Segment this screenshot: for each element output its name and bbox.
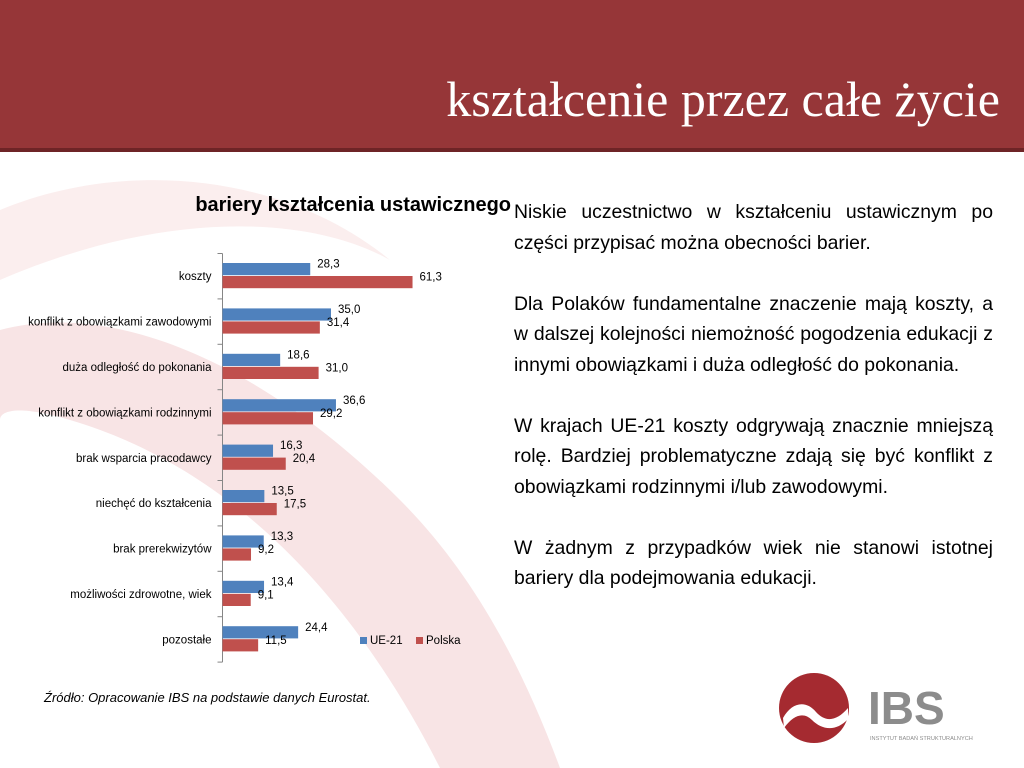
bar-polska <box>223 548 252 560</box>
bar-polska <box>223 594 251 606</box>
body-paragraph: W żadnym z przypadków wiek nie stanowi istotnej bariery dla podejmowania edukacji. <box>514 536 993 589</box>
category-label: brak wsparcia pracodawcy <box>75 452 212 465</box>
data-label: 35,0 <box>338 304 361 316</box>
ibs-logo-text: IBS <box>868 682 945 734</box>
category-label: możliwości zdrowotne, wiek <box>70 589 212 601</box>
bar-polska <box>223 321 320 333</box>
data-label: 16,3 <box>280 440 303 453</box>
bar-ue-21 <box>223 626 299 638</box>
bar-ue-21 <box>223 308 332 320</box>
data-label: 13,4 <box>271 576 294 589</box>
ibs-logo-circle-icon <box>779 673 849 743</box>
bar-ue-21 <box>223 354 281 366</box>
body-paragraph: Dla Polaków fundamentalne znaczenie mają koszty, a w dalszej kolejności niemożność pogodzenia edukacji z innymi obowiązkami i duża odległość do pokonania. <box>514 292 993 376</box>
data-label: 9,1 <box>257 589 274 602</box>
category-label: konflikt z obowiązkami zawodowymi <box>28 316 212 329</box>
legend-swatch <box>416 637 423 644</box>
data-label: 20,4 <box>292 453 316 466</box>
data-label: 31,0 <box>325 362 348 375</box>
body-paragraph: W krajach UE-21 koszty odgrywają znacznie mniejszą rolę. Bardziej problematyczne zdają się być konflikt z obowiązkami rodzinnymi i/lub zawodowymi. <box>514 414 993 498</box>
category-label: niechęć do kształcenia <box>95 498 212 511</box>
bar-polska <box>223 412 314 424</box>
data-label: 13,3 <box>270 531 294 543</box>
legend-swatch <box>360 637 367 644</box>
legend-label: UE-21 <box>370 635 403 647</box>
bar-ue-21 <box>223 490 265 502</box>
data-label: 18,6 <box>287 349 310 362</box>
bar-ue-21 <box>223 399 336 411</box>
data-label: 17,5 <box>283 498 307 511</box>
slide-title: kształcenie przez całe życie <box>446 71 1000 127</box>
bar-ue-21 <box>223 445 274 457</box>
data-label: 36,6 <box>342 394 366 407</box>
source-note: Źródło: Opracowanie IBS na podstawie danych Eurostat. <box>44 690 371 705</box>
data-label: 11,5 <box>265 634 287 647</box>
bar-chart <box>0 0 512 680</box>
category-label: koszty <box>178 271 212 284</box>
category-label: duża odległość do pokonania <box>62 362 212 374</box>
body-text <box>514 197 993 624</box>
data-label: 9,2 <box>258 544 275 556</box>
data-label: 24,4 <box>305 621 328 634</box>
bar-polska <box>223 639 259 651</box>
data-label: 28,3 <box>317 258 340 271</box>
data-label: 13,5 <box>271 485 294 498</box>
category-label: pozostałe <box>162 634 212 647</box>
data-label: 61,3 <box>419 271 442 284</box>
bar-polska <box>223 503 277 515</box>
bar-polska <box>223 458 286 470</box>
data-label: 29,2 <box>320 407 343 420</box>
category-label: konflikt z obowiązkami rodzinnymi <box>38 407 212 420</box>
ibs-logo <box>778 672 974 750</box>
data-label: 31,4 <box>326 317 350 329</box>
body-paragraph: Niskie uczestnictwo w kształceniu ustawicznym po części przypisać można obecności barier. <box>514 201 993 254</box>
category-label: brak prerekwizytów <box>113 543 212 556</box>
chart-title: bariery kształcenia ustawicznego <box>195 194 511 216</box>
bar-polska <box>223 276 413 288</box>
bar-polska <box>223 367 319 379</box>
ibs-logo-tagline: INSTYTUT BADAŃ STRUKTURALNYCH <box>870 736 973 742</box>
bar-ue-21 <box>223 263 311 275</box>
legend-label: Polska <box>426 635 461 647</box>
